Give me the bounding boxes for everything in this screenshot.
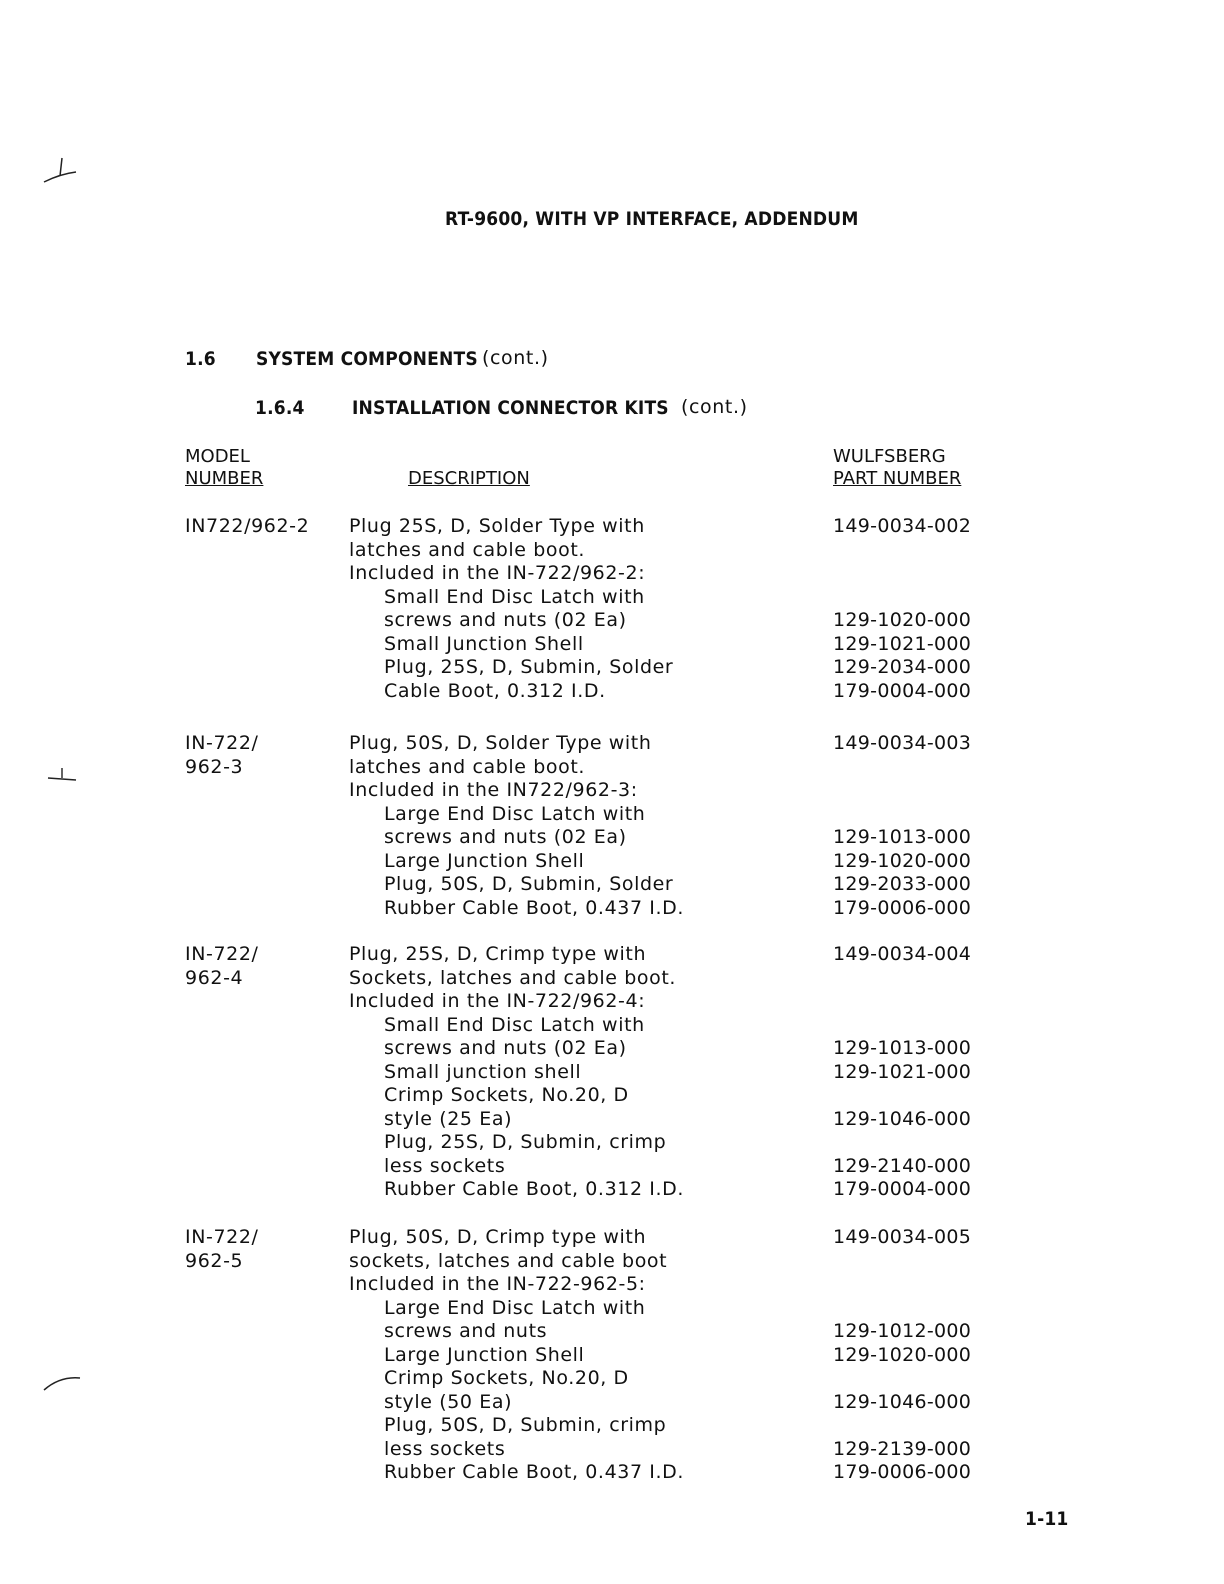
column-header-model xyxy=(185,446,263,490)
description-line: screws and nuts (02 Ea) xyxy=(384,1037,627,1059)
description-line: Large End Disc Latch with xyxy=(384,1296,646,1319)
part-label-line1: WULFSBERG xyxy=(833,446,946,467)
description-line: Plug, 50S, D, Submin, crimp xyxy=(384,1414,667,1436)
part-number: 179-0006-000 xyxy=(833,896,972,919)
subsection-suffix: (cont.) xyxy=(681,396,748,418)
model-number: IN-722/ xyxy=(185,943,259,965)
part-number: 179-0006-000 xyxy=(833,1461,972,1483)
part-number: 149-0034-004 xyxy=(833,943,972,965)
description-line: latches and cable boot. xyxy=(349,755,586,778)
margin-mark xyxy=(40,150,90,190)
model-label-line1: MODEL xyxy=(185,446,250,467)
model-number: IN722/962-2 xyxy=(185,515,310,537)
description-line: screws and nuts (02 Ea) xyxy=(384,826,627,848)
description-line: Plug, 50S, D, Crimp type with xyxy=(349,1226,647,1248)
column-header-description: DESCRIPTION xyxy=(408,468,530,489)
part-number: 129-1013-000 xyxy=(833,1037,972,1059)
document-title: RT-9600, WITH VP INTERFACE, ADDENDUM xyxy=(445,208,859,230)
description-line: Large End Disc Latch with xyxy=(384,802,646,825)
part-number: 129-1020-000 xyxy=(833,609,972,631)
description-line: Plug, 25S, D, Submin, Solder xyxy=(384,656,674,678)
description-line: Plug, 50S, D, Solder Type with xyxy=(349,732,652,754)
subsection-title: INSTALLATION CONNECTOR KITS xyxy=(352,397,669,419)
description-line: Included in the IN-722-962-5: xyxy=(349,1273,646,1295)
model-number: IN-722/ xyxy=(185,1226,259,1248)
description-line: less sockets xyxy=(384,1154,506,1177)
description-line: Crimp Sockets, No.20, D xyxy=(384,1084,629,1106)
subsection-number: 1.6.4 xyxy=(255,397,305,419)
description-line: style (50 Ea) xyxy=(384,1390,513,1413)
description-line: Rubber Cable Boot, 0.312 I.D. xyxy=(384,1178,684,1200)
description-line: Included in the IN-722/962-4: xyxy=(349,990,646,1012)
part-number: 129-1013-000 xyxy=(833,826,972,848)
model-number: 962-5 xyxy=(185,1249,244,1272)
margin-mark xyxy=(44,760,84,790)
model-label-line2: NUMBER xyxy=(185,468,264,489)
description-line: Crimp Sockets, No.20, D xyxy=(384,1367,629,1389)
description-line: Small junction shell xyxy=(384,1060,582,1083)
part-number: 129-1021-000 xyxy=(833,632,972,655)
description-line: Included in the IN722/962-3: xyxy=(349,779,638,801)
part-number: 129-1021-000 xyxy=(833,1060,972,1083)
description-line: Rubber Cable Boot, 0.437 I.D. xyxy=(384,896,684,919)
description-line: screws and nuts xyxy=(384,1320,548,1342)
part-number: 129-1012-000 xyxy=(833,1320,972,1342)
description-line: Plug, 25S, D, Submin, crimp xyxy=(384,1131,667,1153)
model-number: 962-4 xyxy=(185,966,244,989)
column-header-part-number xyxy=(833,446,961,490)
description-line: style (25 Ea) xyxy=(384,1107,513,1130)
part-number: 129-1046-000 xyxy=(833,1390,972,1413)
part-number: 149-0034-002 xyxy=(833,515,972,537)
section-number: 1.6 xyxy=(185,348,216,370)
section-title: SYSTEM COMPONENTS xyxy=(256,348,478,370)
description-line: less sockets xyxy=(384,1437,506,1460)
description-line: Small End Disc Latch with xyxy=(384,585,645,608)
description-line: Rubber Cable Boot, 0.437 I.D. xyxy=(384,1461,684,1483)
part-number: 129-2033-000 xyxy=(833,873,972,895)
page-number: 1-11 xyxy=(1025,1508,1069,1530)
part-number: 129-2139-000 xyxy=(833,1437,972,1460)
description-line: Sockets, latches and cable boot. xyxy=(349,966,677,989)
description-line: Large Junction Shell xyxy=(384,1343,585,1366)
part-number: 149-0034-005 xyxy=(833,1226,972,1248)
part-number: 129-2034-000 xyxy=(833,656,972,678)
part-number: 129-2140-000 xyxy=(833,1154,972,1177)
description-line: Included in the IN-722/962-2: xyxy=(349,562,646,584)
description-line: Plug, 50S, D, Submin, Solder xyxy=(384,873,674,895)
description-line: Plug 25S, D, Solder Type with xyxy=(349,515,645,537)
description-line: sockets, latches and cable boot xyxy=(349,1249,668,1272)
margin-mark xyxy=(40,1370,90,1400)
part-number: 179-0004-000 xyxy=(833,1178,972,1200)
part-label-line2: PART NUMBER xyxy=(833,468,962,489)
section-suffix: (cont.) xyxy=(482,347,549,369)
model-number: IN-722/ xyxy=(185,732,259,754)
description-line: Small Junction Shell xyxy=(384,632,584,655)
description-line: Cable Boot, 0.312 I.D. xyxy=(384,679,606,702)
model-number: 962-3 xyxy=(185,755,244,778)
part-number: 129-1020-000 xyxy=(833,1343,972,1366)
part-number: 129-1020-000 xyxy=(833,849,972,872)
description-line: Plug, 25S, D, Crimp type with xyxy=(349,943,647,965)
part-number: 149-0034-003 xyxy=(833,732,972,754)
description-line: latches and cable boot. xyxy=(349,538,586,561)
description-line: screws and nuts (02 Ea) xyxy=(384,609,627,631)
part-number: 179-0004-000 xyxy=(833,679,972,702)
description-line: Large Junction Shell xyxy=(384,849,585,872)
part-number: 129-1046-000 xyxy=(833,1107,972,1130)
description-line: Small End Disc Latch with xyxy=(384,1013,645,1036)
